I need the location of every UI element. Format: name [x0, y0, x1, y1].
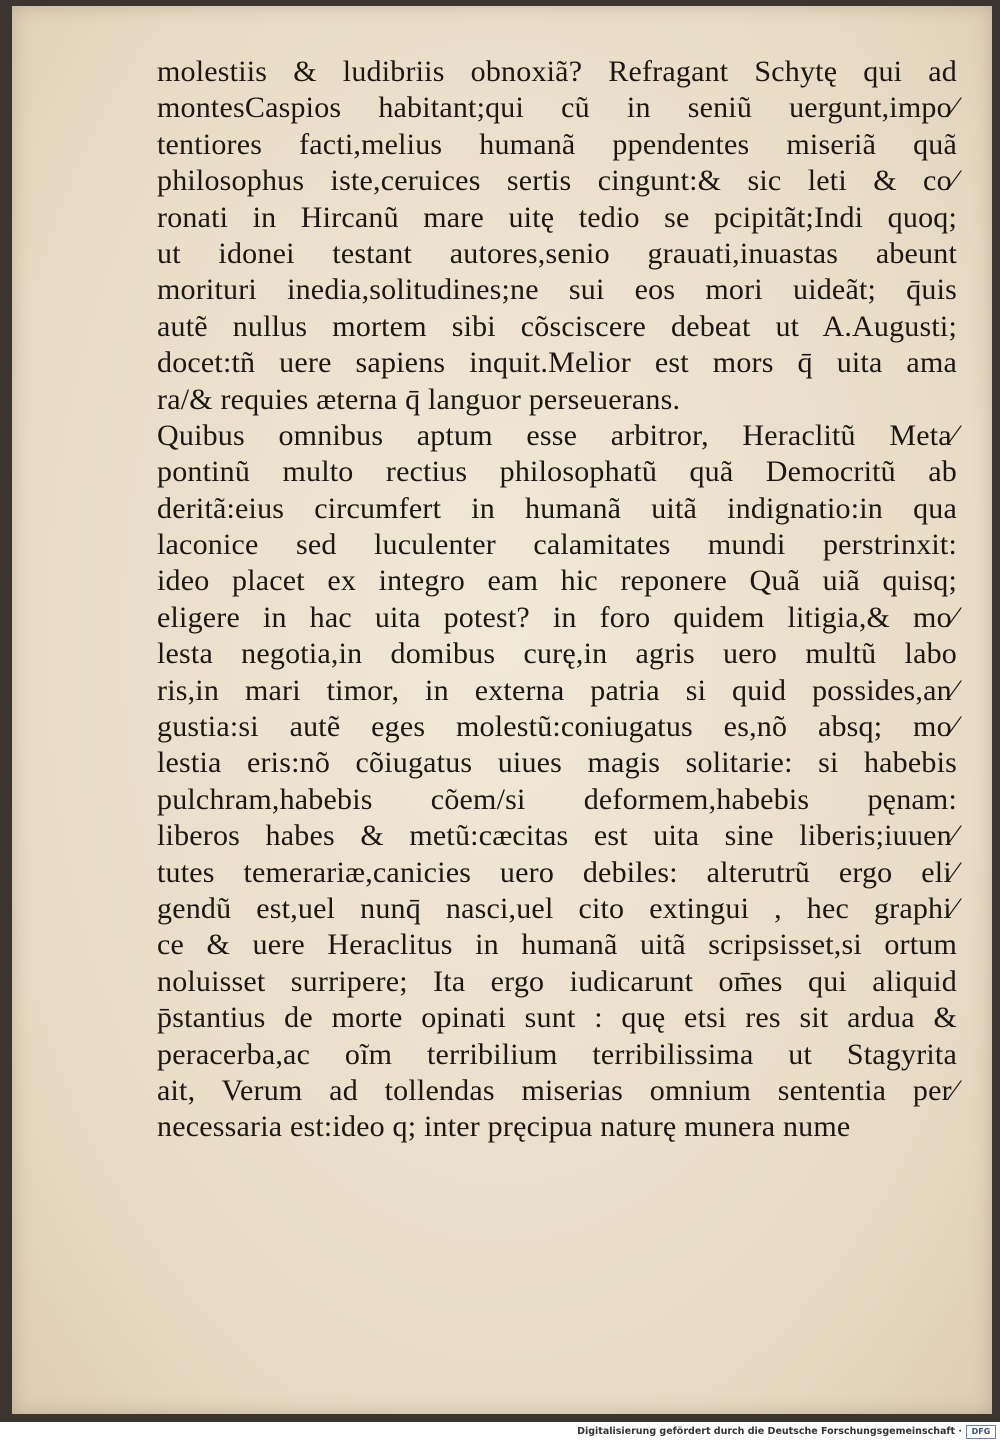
page-text-block	[157, 54, 957, 1146]
text-line: p̄stantius de morte opinati sunt : quę etsi res sit ardua &	[157, 1001, 957, 1035]
text-line: lestia eris:nõ cõiugatus uiues magis solitarie: si habebis	[157, 746, 957, 780]
text-line: montesCaspios habitant;qui cũ in seniũ uergunt,impo⁄	[157, 91, 957, 125]
text-line: ait, Verum ad tollendas miserias omnium sententia per⁄	[157, 1073, 957, 1107]
text-line: morituri inedia,solitudines;ne sui eos mori uideãt; q̄uis	[157, 273, 957, 307]
text-line: autẽ nullus mortem sibi cõsciscere debeat ut A.Augusti;	[157, 309, 957, 343]
text-line: noluisset surripere; Ita ergo iudicarunt om̄es qui aliquid	[157, 964, 957, 998]
footer-bar	[0, 1422, 1000, 1443]
text-line: pontinũ multo rectius philosophatũ quã Democritũ ab	[157, 455, 957, 489]
text-line: ideo placet ex integro eam hic reponere Quã uiã quisq;	[157, 564, 957, 598]
text-line: Quibus omnibus aptum esse arbitror, Heraclitũ Meta⁄	[157, 418, 957, 452]
text-line: ut idonei testant autores,senio grauati,inuastas abeunt	[157, 236, 957, 270]
text-line: ris,in mari timor, in externa patria si quid possides,an⁄	[157, 673, 957, 707]
text-line: docet:tñ uere sapiens inquit.Melior est mors q̄ uita ama	[157, 346, 957, 380]
text-line: ronati in Hircanũ mare uitę tedio se pcipitãt;Indi quoq;	[157, 200, 957, 234]
book-page	[12, 6, 992, 1414]
text-line: necessaria est:ideo q; inter pręcipua naturę munera nume	[157, 1110, 851, 1144]
text-line: philosophus iste,ceruices sertis cingunt:& sic leti & co⁄	[157, 164, 957, 198]
text-line: laconice sed luculenter calamitates mundi perstrinxit:	[157, 528, 957, 562]
text-line: gustia:si autẽ eges molestũ:coniugatus es,nõ absq; mo⁄	[157, 710, 957, 744]
footer-credit: Digitalisierung gefördert durch die Deutsche Forschungsgemeinschaft ·	[577, 1426, 962, 1437]
text-line: ce & uere Heraclitus in humanã uitã scripsisset,si ortum	[157, 928, 957, 962]
text-line: liberos habes & metũ:cæcitas est uita sine liberis;iuuen⁄	[157, 819, 957, 853]
text-line: lesta negotia,in domibus curę,in agris uero multũ labo	[157, 637, 957, 671]
text-line: molestiis & ludibriis obnoxiã? Refragant Schytę qui ad	[157, 55, 957, 88]
text-line: peracerba,ac oĩm terribilium terribilissima ut Stagyrita	[157, 1037, 957, 1071]
text-line: ra/& requies æterna q̄ languor perseuerans.	[157, 382, 681, 416]
dfg-logo: DFG	[966, 1425, 996, 1439]
text-line: deritã:eius circumfert in humanã uitã indignatio:in qua	[157, 491, 957, 525]
text-line: pulchram,habebis cõem/si deformem,habebis pęnam:	[157, 782, 957, 816]
text-line: tutes temerariæ,canicies uero debiles: alterutrũ ergo eli⁄	[157, 855, 957, 889]
text-line: tentiores facti,melius humanã ppendentes miseriã quã	[157, 127, 957, 161]
text-line: eligere in hac uita potest? in foro quidem litigia,& mo⁄	[157, 600, 957, 634]
text-line: gendũ est,uel nunq̄ nasci,uel cito extingui , hec graphi⁄	[157, 891, 957, 925]
